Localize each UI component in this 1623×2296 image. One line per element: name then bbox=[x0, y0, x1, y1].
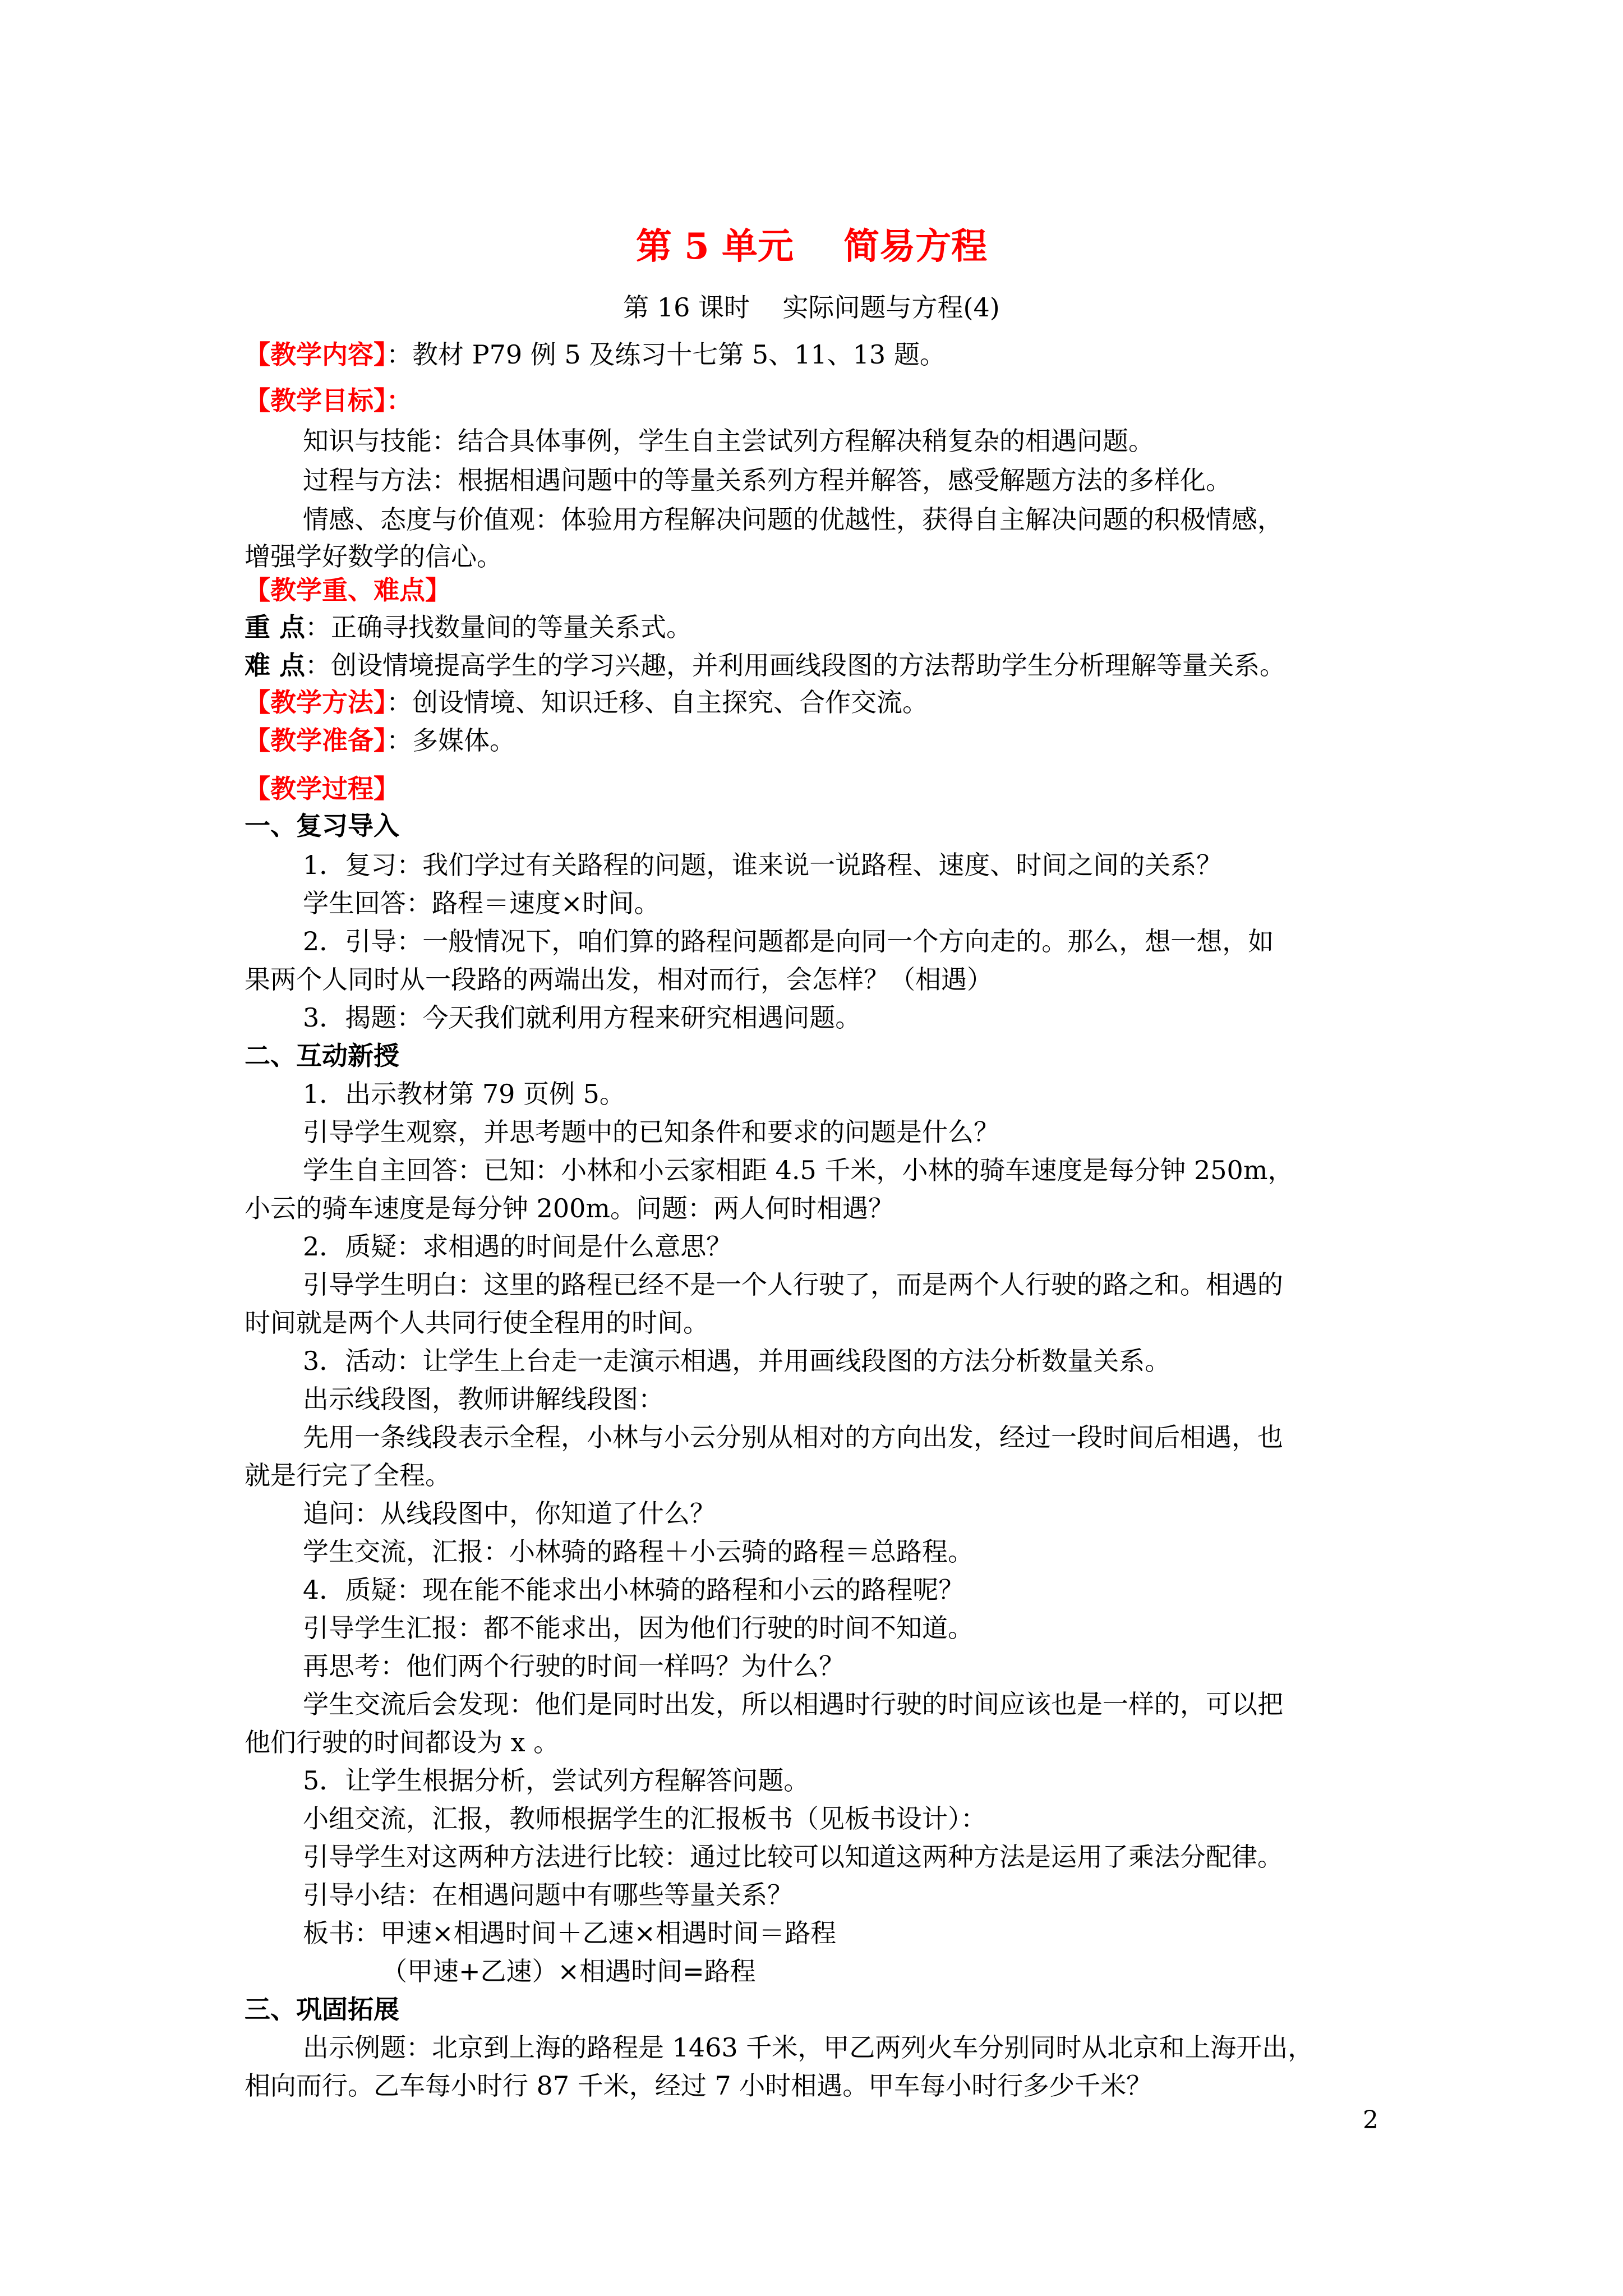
prep-line bbox=[245, 724, 515, 757]
board-formula-line: 板书：甲速×相遇时间＋乙速×相遇时间＝路程 bbox=[303, 1918, 837, 1948]
difficulty-line bbox=[245, 648, 1285, 682]
content-text: ：教材 P79 例 5 及练习十七第 5、11、13 题。 bbox=[386, 339, 946, 370]
difficulty-text: ：创设情境提高学生的学习兴趣，并利用画线段图的方法帮助学生分析理解等量关系。 bbox=[305, 650, 1286, 680]
section2-line: 追问：从线段图中，你知道了什么？ bbox=[303, 1498, 716, 1529]
method-text: ：创设情境、知识迁移、自主探究、合作交流。 bbox=[386, 687, 928, 717]
key-label: 重 点 bbox=[245, 612, 306, 642]
section2-line: 学生交流后会发现：他们是同时出发，所以相遇时行驶的时间应该也是一样的，可以把 bbox=[303, 1689, 1283, 1719]
section2-line: 1．出示教材第 79 页例 5。 bbox=[303, 1079, 625, 1109]
section1-line: 1．复习：我们学过有关路程的问题，谁来说一说路程、速度、时间之间的关系？ bbox=[303, 850, 1223, 880]
method-label: 【教学方法】 bbox=[245, 687, 386, 717]
section2-line: 学生自主回答：已知：小林和小云家相距 4.5 千米，小林的骑车速度是每分钟 250m， bbox=[303, 1155, 1294, 1185]
section1-line: 3．揭题：今天我们就利用方程来研究相遇问题。 bbox=[303, 1002, 861, 1033]
section2-line: 4．质疑：现在能不能求出小林骑的路程和小云的路程呢？ bbox=[303, 1575, 965, 1605]
page-title: 第 5 单元 简易方程 bbox=[635, 226, 988, 268]
goals-label: 【教学目标】 bbox=[245, 385, 386, 416]
process-label: 【教学过程】 bbox=[245, 774, 399, 804]
section2-line: 引导学生明白：这里的路程已经不是一个人行驶了，而是两个人行驶的路之和。相遇的 bbox=[303, 1269, 1283, 1300]
section2-line: 他们行驶的时间都设为 x 。 bbox=[245, 1727, 560, 1757]
section1-heading: 一、复习导入 bbox=[245, 811, 399, 841]
section2-line: 就是行完了全程。 bbox=[245, 1460, 451, 1490]
section2-line: 引导学生汇报：都不能求出，因为他们行驶的时间不知道。 bbox=[303, 1613, 974, 1643]
section2-line: 2．质疑：求相遇的时间是什么意思？ bbox=[303, 1231, 732, 1262]
goals-colon: ： bbox=[386, 385, 412, 416]
page-subtitle: 第 16 课时 实际问题与方程(4) bbox=[623, 292, 1000, 323]
goal-line: 情感、态度与价值观：体验用方程解决问题的优越性，获得自主解决问题的积极情感， bbox=[303, 504, 1283, 535]
section2-line: 小组交流，汇报，教师根据学生的汇报板书（见板书设计）： bbox=[303, 1803, 986, 1834]
section2-line: 再思考：他们两个行驶的时间一样吗？为什么？ bbox=[303, 1651, 845, 1681]
section2-line: 引导学生观察，并思考题中的已知条件和要求的问题是什么？ bbox=[303, 1117, 999, 1147]
section2-line: 小云的骑车速度是每分钟 200m。问题：两人何时相遇？ bbox=[245, 1193, 895, 1223]
method-line bbox=[245, 685, 928, 719]
section2-line: 时间就是两个人共同行使全程用的时间。 bbox=[245, 1308, 709, 1338]
section2-line: 先用一条线段表示全程，小林与小云分别从相对的方向出发，经过一段时间后相遇，也 bbox=[303, 1422, 1283, 1452]
section2-line: 引导学生对这两种方法进行比较：通过比较可以知道这两种方法是运用了乘法分配律。 bbox=[303, 1842, 1283, 1872]
goal-line: 过程与方法：根据相遇问题中的等量关系列方程并解答，感受解题方法的多样化。 bbox=[303, 465, 1232, 495]
section3-heading: 三、巩固拓展 bbox=[245, 1994, 399, 2024]
key-points-label: 【教学重、难点】 bbox=[245, 575, 451, 605]
difficulty-label: 难 点 bbox=[245, 650, 306, 680]
prep-label: 【教学准备】 bbox=[245, 725, 386, 756]
board-formula-line: （甲速+乙速）×相遇时间=路程 bbox=[381, 1956, 756, 1986]
section2-line: 引导小结：在相遇问题中有哪些等量关系？ bbox=[303, 1880, 793, 1910]
prep-text: ：多媒体。 bbox=[386, 725, 515, 756]
key-point-line bbox=[245, 610, 692, 644]
section2-line: 5．让学生根据分析，尝试列方程解答问题。 bbox=[303, 1765, 810, 1796]
goals-heading-line bbox=[245, 384, 412, 417]
content-line bbox=[245, 338, 946, 371]
content-label: 【教学内容】 bbox=[245, 339, 386, 370]
section2-line: 3．活动：让学生上台走一走演示相遇，并用画线段图的方法分析数量关系。 bbox=[303, 1346, 1171, 1376]
section3-line: 相向而行。乙车每小时行 87 千米，经过 7 小时相遇。甲车每小时行多少千米？ bbox=[245, 2070, 1152, 2101]
section1-line: 2．引导：一般情况下，咱们算的路程问题都是向同一个方向走的。那么，想一想，如 bbox=[303, 926, 1274, 956]
section2-heading: 二、互动新授 bbox=[245, 1041, 399, 1071]
key-text: ：正确寻找数量间的等量关系式。 bbox=[305, 612, 693, 642]
page-number: 2 bbox=[1363, 2106, 1378, 2134]
goal-line: 增强学好数学的信心。 bbox=[245, 541, 502, 572]
section3-line: 出示例题：北京到上海的路程是 1463 千米，甲乙两列火车分别同时从北京和上海开出， bbox=[303, 2032, 1314, 2063]
goal-line: 知识与技能：结合具体事例，学生自主尝试列方程解决稍复杂的相遇问题。 bbox=[303, 426, 1154, 456]
section2-line: 学生交流，汇报：小林骑的路程＋小云骑的路程＝总路程。 bbox=[303, 1536, 974, 1567]
section1-line: 学生回答：路程＝速度×时间。 bbox=[303, 888, 660, 918]
section2-line: 出示线段图，教师讲解线段图： bbox=[303, 1384, 664, 1414]
section1-line: 果两个人同时从一段路的两端出发，相对而行，会怎样？（相遇） bbox=[245, 964, 993, 995]
